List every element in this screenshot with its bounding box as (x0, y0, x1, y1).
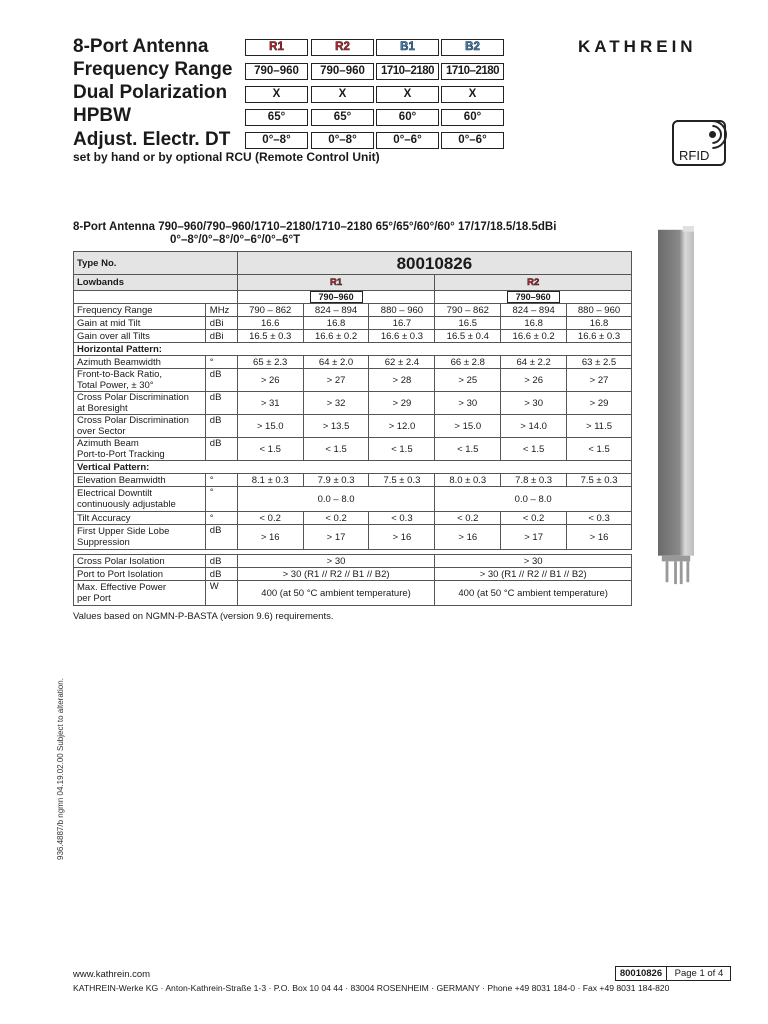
dt-r2: 0°–8° (311, 132, 374, 149)
spec-table (73, 251, 632, 606)
table-row: Elevation Beamwidth ° 8.1 ± 0.3 7.9 ± 0.3 7.5 ± 0.3 8.0 ± 0.3 7.8 ± 0.3 7.5 ± 0.3 (74, 474, 632, 487)
table-row: Port to Port Isolation dB > 30 (R1 // R2 // B1 // B2) > 30 (R1 // R2 // B1 // B2) (74, 568, 632, 581)
port-tag-b2: B2 (441, 39, 504, 56)
band-r2: 790–960 (507, 291, 560, 303)
dt-b2: 0°–6° (441, 132, 504, 149)
pol-b2: X (441, 86, 504, 103)
hpbw-b1: 60° (376, 109, 439, 126)
table-row: Tilt Accuracy ° < 0.2 < 0.2 < 0.3 < 0.2 < 0.2 < 0.3 (74, 512, 632, 525)
side-reference: 936.4887/b ngmn 04.19.02.00 Subject to alteration. (56, 678, 65, 860)
table-row: Cross Polar Discrimination at Boresight dB > 31 > 32 > 29 > 30 > 30 > 29 (74, 392, 632, 415)
port-tag-r1: R1 (245, 39, 308, 56)
pol-r1: X (245, 86, 308, 103)
rfid-icon (672, 120, 726, 166)
table-row: Gain over all Tilts dBi 16.5 ± 0.3 16.6 ± 0.2 16.6 ± 0.3 16.5 ± 0.4 16.6 ± 0.2 16.6 ± 0.3 (74, 330, 632, 343)
table-row: First Upper Side Lobe Suppression dB > 16 > 17 > 16 > 16 > 17 > 16 (74, 525, 632, 550)
header-label-antenna: 8-Port Antenna (73, 36, 209, 57)
hpbw-r2: 65° (311, 109, 374, 126)
hpbw-r1: 65° (245, 109, 308, 126)
header-label-frequency: Frequency Range (73, 59, 233, 80)
freq-r2: 790–960 (311, 63, 374, 80)
footer-url[interactable]: www.kathrein.com (73, 969, 151, 980)
port-tag-r2: R2 (311, 39, 374, 56)
antenna-image (657, 226, 695, 586)
vertical-pattern-label: Vertical Pattern: (74, 461, 632, 474)
table-row: Front-to-Back Ratio, Total Power, ± 30° dB > 26 > 27 > 28 > 25 > 26 > 27 (74, 369, 632, 392)
port-tag-b1: B1 (376, 39, 439, 56)
table-row: Azimuth Beamwidth ° 65 ± 2.3 64 ± 2.0 62 ± 2.4 66 ± 2.8 64 ± 2.2 63 ± 2.5 (74, 356, 632, 369)
table-row: Frequency Range MHz 790 – 862 824 – 894 880 – 960 790 – 862 824 – 894 880 – 960 (74, 304, 632, 317)
page-number: Page 1 of 4 (674, 968, 724, 979)
dt-r1: 0°–8° (245, 132, 308, 149)
type-no-value: 80010826 (237, 252, 631, 275)
table-row: Cross Polar Isolation dB > 30 > 30 (74, 555, 632, 568)
ngmn-note: Values based on NGMN-P-BASTA (version 9.6) requirements. (73, 611, 334, 622)
table-row: Electrical Downtilt continuously adjustable ° 0.0 – 8.0 0.0 – 8.0 (74, 487, 632, 512)
table-row: Azimuth Beam Port-to-Port Tracking dB < 1.5 < 1.5 < 1.5 < 1.5 < 1.5 < 1.5 (74, 438, 632, 461)
port-r1-header: R1 (237, 275, 435, 291)
table-row: Gain at mid Tilt dBi 16.6 16.8 16.7 16.5 16.8 16.8 (74, 317, 632, 330)
hpbw-b2: 60° (441, 109, 504, 126)
doc-number: 80010826 (616, 967, 667, 980)
band-r1: 790–960 (310, 291, 363, 303)
freq-b2: 1710–2180 (441, 63, 504, 80)
pol-b1: X (376, 86, 439, 103)
rcu-note: set by hand or by optional RCU (Remote Control Unit) (73, 150, 380, 164)
freq-r1: 790–960 (245, 63, 308, 80)
header-label-downtilt: Adjust. Electr. DT (73, 129, 231, 150)
pol-r2: X (311, 86, 374, 103)
footer-address: KATHREIN-Werke KG · Anton-Kathrein-Straße 1-3 · P.O. Box 10 04 44 · 83004 ROSENHEIM · GERMANY · Phone +49 8031 184-0 · Fax +49 8031 184-820 (73, 983, 670, 993)
table-row: Max. Effective Power per Port W 400 (at 50 °C ambient temperature) 400 (at 50 °C ambient temperature) (74, 581, 632, 606)
type-no-label: Type No. (74, 252, 238, 275)
horizontal-pattern-label: Horizontal Pattern: (74, 343, 632, 356)
header-label-hpbw: HPBW (73, 105, 132, 126)
table-row: Cross Polar Discrimination over Sector dB > 15.0 > 13.5 > 12.0 > 15.0 > 14.0 > 11.5 (74, 415, 632, 438)
dt-b1: 0°–6° (376, 132, 439, 149)
freq-b1: 1710–2180 (376, 63, 439, 80)
port-r2-header: R2 (435, 275, 632, 291)
header-label-polarization: Dual Polarization (73, 82, 228, 103)
rfid-label: RFID (679, 148, 710, 163)
product-title-tilt: 0°–8°/0°–8°/0°–6°/0°–6°T (170, 234, 301, 246)
product-title: 8-Port Antenna 790–960/790–960/1710–2180/1710–2180 65°/65°/60°/60° 17/17/18.5/18.5dBi (73, 221, 557, 233)
kathrein-logo: KATHREIN (578, 37, 697, 56)
lowbands-label: Lowbands (74, 275, 238, 291)
page-indicator (615, 966, 731, 981)
